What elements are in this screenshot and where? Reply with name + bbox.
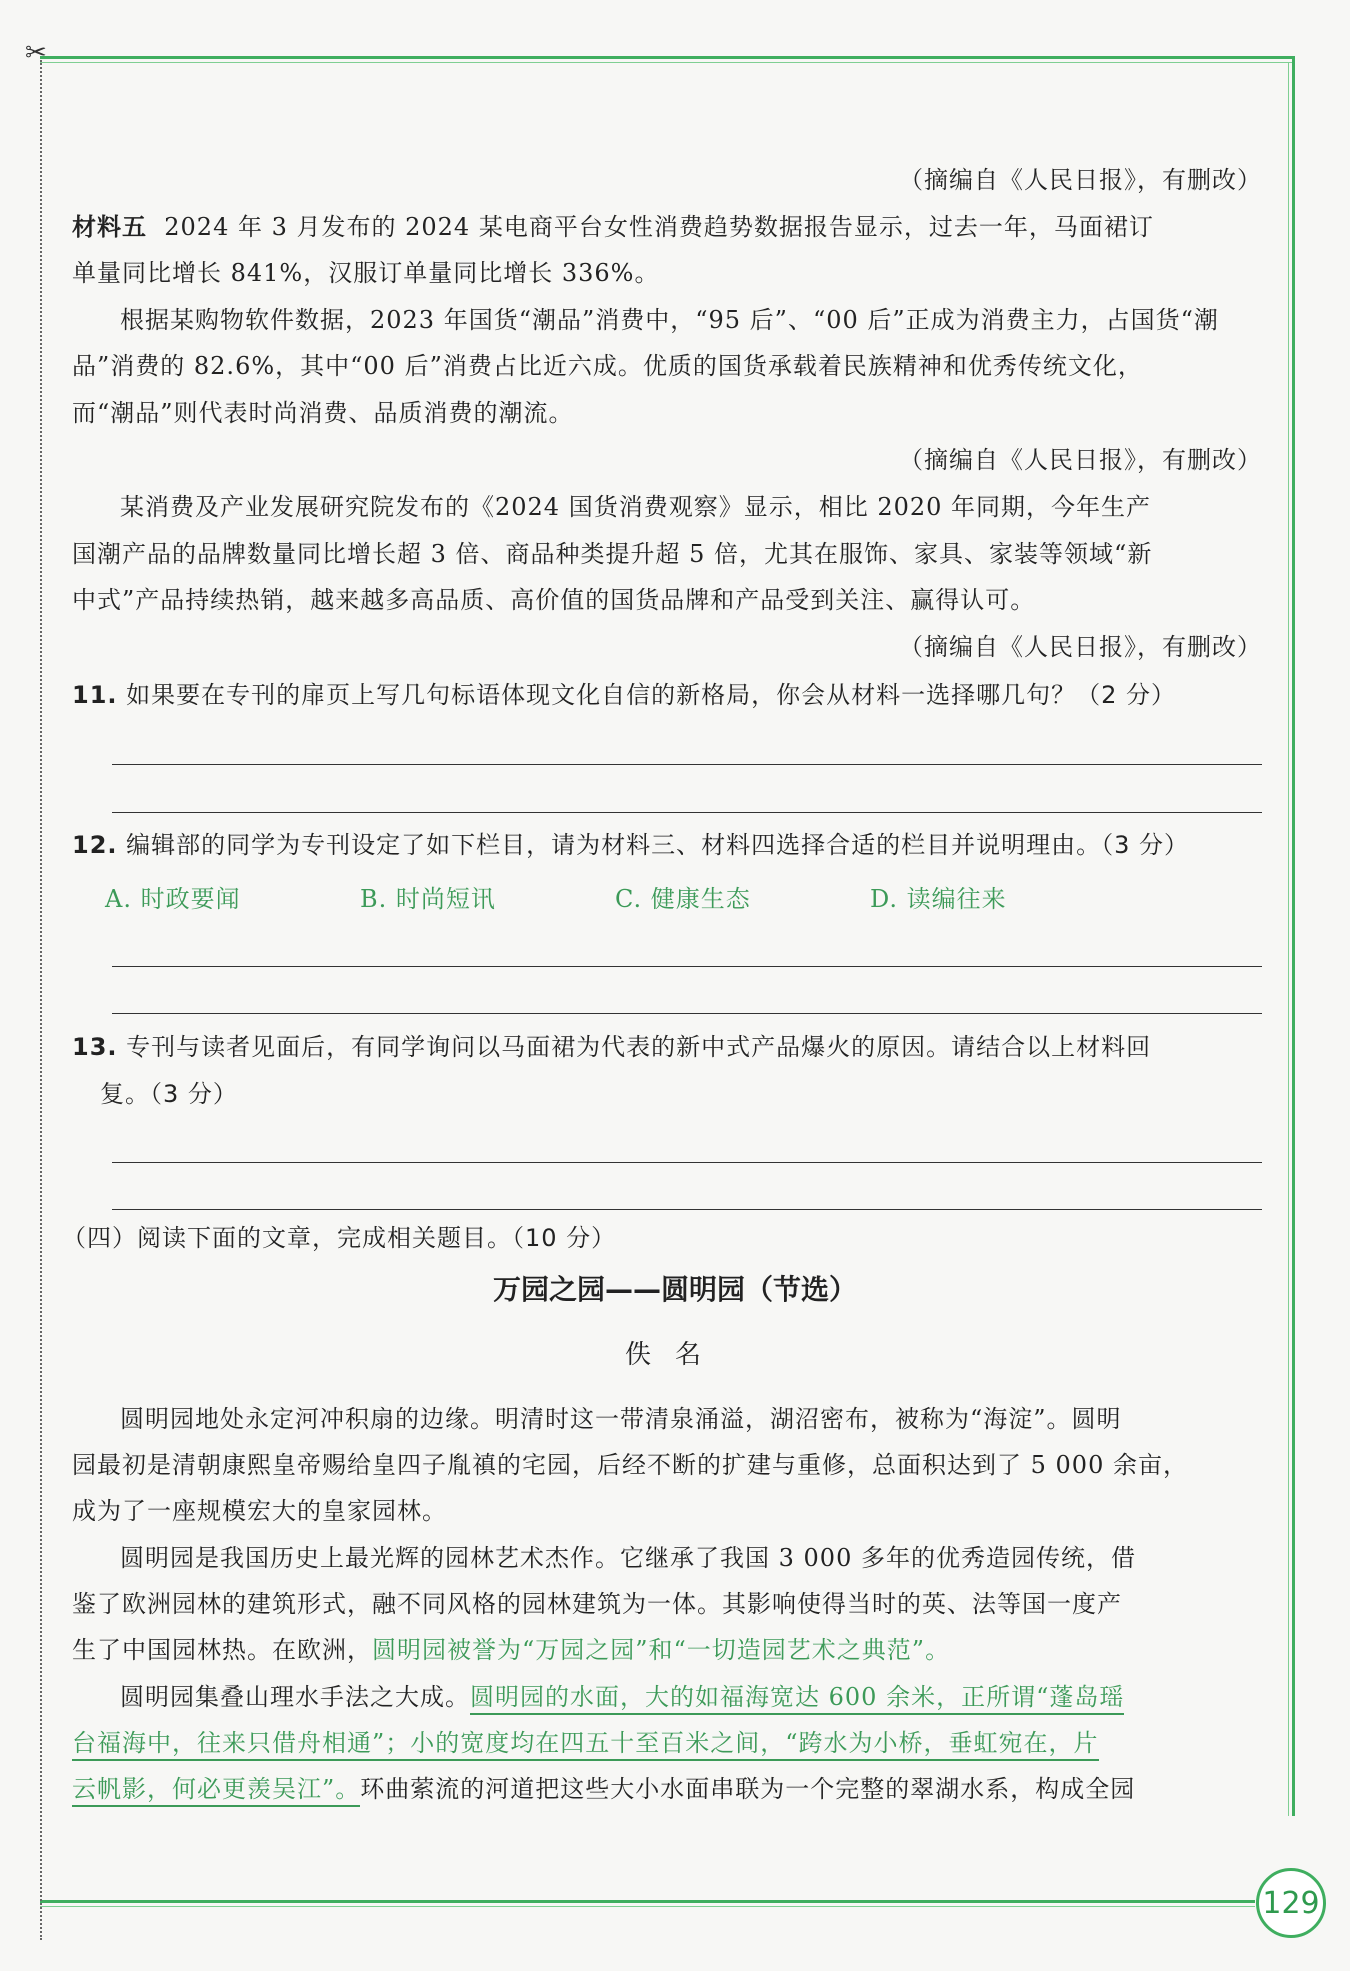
green-border-top [40,56,1295,59]
material5-line1 [72,210,1262,244]
section-4-heading: （四）阅读下面的文章，完成相关题目。（10 分） [62,1224,617,1252]
article-p3-line3-plain: 环曲萦流的河道把这些大小水面串联为一个完整的翠湖水系，构成全园 [360,1775,1136,1803]
answer-line-11b[interactable] [112,812,1262,813]
answer-line-11a[interactable] [112,764,1262,765]
article-author: 佚名 [624,1340,725,1370]
answer-line-13a[interactable] [112,1162,1262,1163]
scissors-icon: ✂ [25,38,47,68]
material5-label: 材料五 [72,213,147,241]
option-d: D. 读编往来 [870,885,1007,913]
answer-line-13b[interactable] [112,1209,1262,1210]
article-title: 万园之园——圆明园（节选） [492,1273,857,1306]
article-p2-line2: 鉴了欧洲园林的建筑形式，融不同风格的园林建筑为一体。其影响使得当时的英、法等国一度产 [72,1590,1122,1618]
article-p3-line1-plain: 圆明园集叠山理水手法之大成。 [120,1683,470,1711]
article-p3-underline-3: 云帆影，何必更羡吴江”。 [72,1775,360,1807]
article-p1-line3: 成为了一座规模宏大的皇家园林。 [72,1497,447,1525]
page-number: 129 [1256,1868,1326,1938]
article-p2-line1: 圆明园是我国历史上最光辉的园林艺术杰作。它继承了我国 3 000 多年的优秀造园传统，借 [120,1544,1136,1572]
option-a: A. 时政要闻 [105,885,241,913]
material5-text-1: 2024 年 3 月发布的 2024 某电商平台女性消费趋势数据报告显示，过去一年，马面裙订 [164,213,1154,241]
article-p2-line3 [72,1633,1262,1667]
green-border-bottom-inner [40,1906,1255,1907]
article-p3-underline-1: 圆明园的水面，大的如福海宽达 600 余米，正所谓“蓬岛瑶 [470,1683,1124,1715]
question-12 [72,828,1262,862]
article-p3-line1 [72,1680,1262,1714]
article-p2-highlight: 圆明园被誉为“万园之园”和“一切造园艺术之典范”。 [372,1636,951,1664]
article-p3-underline-2: 台福海中，往来只借舟相通”；小的宽度均在四五十至百米之间，“跨水为小桥，垂虹宛在，片 [72,1729,1099,1761]
question-12-text: 编辑部的同学为专刊设定了如下栏目，请为材料三、材料四选择合适的栏目并说明理由。（3 分） [126,831,1190,859]
question-13-text: 专刊与读者见面后，有同学询问以马面裙为代表的新中式产品爆火的原因。请结合以上材料回 [126,1033,1152,1061]
question-11-number: 11. [72,681,118,709]
question-12-number: 12. [72,831,118,859]
green-border-top-inner [40,62,1295,63]
material5-para2-line1: 根据某购物软件数据，2023 年国货“潮品”消费中，“95 后”、“00 后”正成为消费主力，占国货“潮 [120,306,1219,334]
question-12-options [105,882,1295,916]
article-p2-line3-plain: 生了中国园林热。在欧洲， [72,1636,372,1664]
material5-para2-line3: 而“潮品”则代表时尚消费、品质消费的潮流。 [72,399,574,427]
material5-para3-line3: 中式”产品持续热销，越来越多高品质、高价值的国货品牌和产品受到关注、赢得认可。 [72,586,1036,614]
question-13-number: 13. [72,1033,118,1061]
material5-para2-line2: 品”消费的 82.6%，其中“00 后”消费占比近六成。优质的国货承载着民族精神和优秀传统文化， [72,352,1143,380]
option-c: C. 健康生态 [615,885,751,913]
material5-para3-line1: 某消费及产业发展研究院发布的《2024 国货消费观察》显示，相比 2020 年同期，今年生产 [120,493,1152,521]
source-note-1: （摘编自《人民日报》，有删改） [899,166,1262,194]
green-border-bottom [40,1900,1255,1903]
article-p1-line2: 园最初是清朝康熙皇帝赐给皇四子胤禛的宅园，后经不断的扩建与重修，总面积达到了 5 000 余亩， [72,1451,1188,1479]
source-note-3: （摘编自《人民日报》，有删改） [899,633,1262,661]
option-b: B. 时尚短讯 [360,885,496,913]
material5-line2: 单量同比增长 841%，汉服订单量同比增长 336%。 [72,259,660,287]
answer-line-12a[interactable] [112,966,1262,967]
article-p3-line2 [72,1726,1262,1760]
question-11-text: 如果要在专刊的扉页上写几句标语体现文化自信的新格局，你会从材料一选择哪几句？（2 分） [126,681,1177,709]
article-p3-line3 [72,1772,1262,1806]
cut-line [40,60,42,1940]
green-border-right-inner [1288,62,1289,1816]
material5-para3-line2: 国潮产品的品牌数量同比增长超 3 倍、商品种类提升超 5 倍，尤其在服饰、家具、家装等领域“新 [72,540,1153,568]
question-13-line1 [72,1030,1262,1064]
source-note-2: （摘编自《人民日报》，有删改） [899,446,1262,474]
green-border-right [1292,56,1295,1816]
answer-line-12b[interactable] [112,1013,1262,1014]
article-p1-line1: 圆明园地处永定河冲积扇的边缘。明清时这一带清泉涌溢，湖沼密布，被称为“海淀”。圆明 [120,1405,1122,1433]
question-13-line2: 复。（3 分） [100,1080,238,1108]
question-11 [72,678,1262,712]
